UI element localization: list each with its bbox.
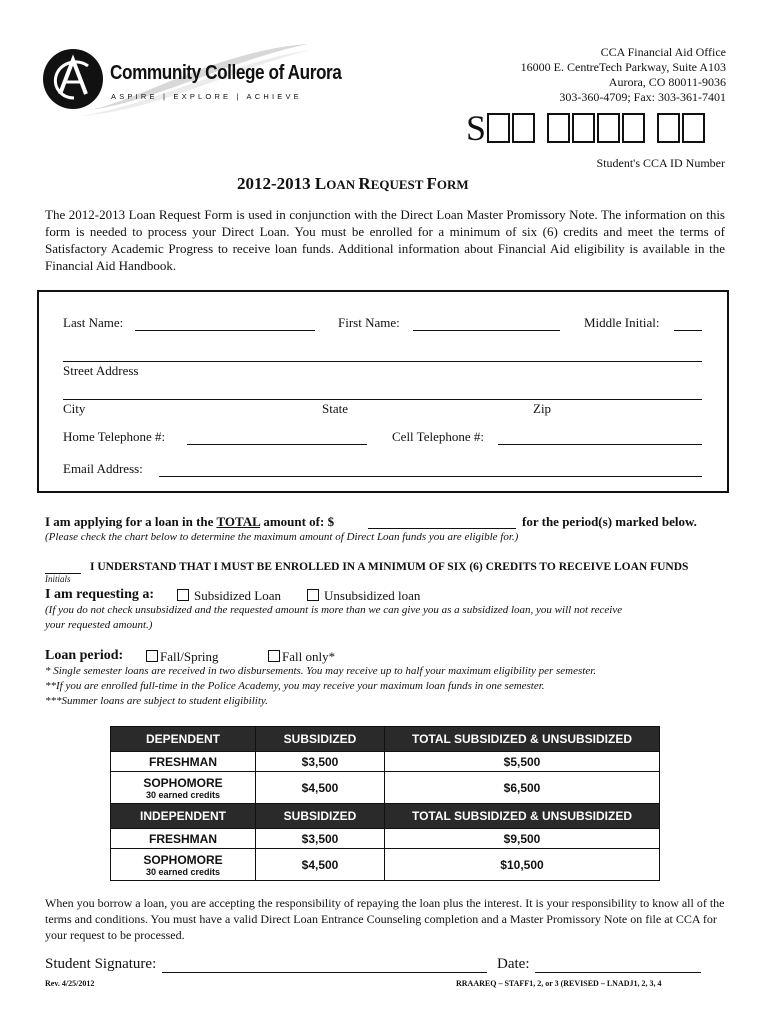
loan-amount-line: I am applying for a loan in the TOTAL amount of: $ [45,514,335,529]
logo-tagline: ASPIRE | EXPLORE | ACHIEVE [111,92,302,101]
city-label: City [63,401,86,416]
initials-label: Initials [45,574,71,584]
id-digit-box[interactable] [622,113,645,143]
requesting-note-line1: (If you do not check unsubsidized and the requested amount is more than we can give you as a subsidized loan, you will not receive [45,604,623,616]
first-name-input[interactable] [413,316,560,331]
office-street: 16000 E. CentreTech Parkway, Suite A103 [520,60,726,74]
table-cell: $3,500 [256,829,385,849]
table-header-cell: SUBSIDIZED [256,727,385,752]
table-header-row [111,804,660,829]
student-id-prefix: S [466,108,488,148]
email-input[interactable] [159,462,702,477]
unsubsidized-option[interactable]: Unsubsidized loan [307,588,420,604]
period-note-1: * Single semester loans are received in two disbursements. You may receive up to half your maximum eligibility per semester. [45,665,597,677]
id-digit-box[interactable] [597,113,620,143]
loan-amount-suffix: for the period(s) marked below. [522,514,697,529]
loan-period-label: Loan period: [45,648,124,663]
requesting-note-line2: your requested amount.) [45,619,153,631]
last-name-input[interactable] [135,316,315,331]
street-address-label: Street Address [63,363,139,378]
closing-paragraph: When you borrow a loan, you are accepting the responsibility of repaying the loan plus the interest. It is your responsibility to know all of the terms and conditions. You must have a valid Direct Loan Entrance Counseling completion and a Master Promissory Note on file at CCA for your request to be processed. [45,896,725,942]
office-city: Aurora, CO 80011-9036 [608,75,726,89]
period-note-2: **If you are enrolled full-time in the Police Academy, you may receive your maximum loan funds in one semester. [45,680,545,692]
id-digit-box[interactable] [682,113,705,143]
table-cell: FRESHMAN [111,752,256,772]
middle-initial-input[interactable] [674,316,702,331]
table-header-cell: INDEPENDENT [111,804,256,829]
college-logo [40,40,342,120]
unsubsidized-checkbox[interactable] [307,589,319,601]
intro-paragraph: The 2012-2013 Loan Request Form is used in conjunction with the Direct Loan Master Promissory Note. The information on this form is needed to process your Direct Loan. You must be enrolled for a minimum of six (6) credits and meet the terms of Satisfactory Academic Progress to receive loan funds. Additional information about Financial Aid eligibility is available in the Financial Aid Handbook. [45,207,725,273]
loan-amount-note: (Please check the chart below to determine the maximum amount of Direct Loan funds you are eligible for.) [45,531,519,543]
city-state-zip-input[interactable] [63,385,702,400]
email-label: Email Address: [63,461,143,476]
table-row [111,772,660,804]
requesting-label: I am requesting a: [45,587,155,602]
form-code: RRAAREQ – STAFF1, 2, or 3 (REVISED – LNADJ1, 2, 3, 4 [456,979,662,988]
signature-input[interactable] [162,957,487,973]
fall-spring-option[interactable]: Fall/Spring [146,649,219,665]
id-digit-box[interactable] [487,113,510,143]
table-cell: $4,500 [256,772,385,804]
table-cell: $6,500 [385,772,660,804]
street-address-input[interactable] [63,347,702,362]
table-header-cell: TOTAL SUBSIDIZED & UNSUBSIDIZED [385,804,660,829]
table-header-cell: TOTAL SUBSIDIZED & UNSUBSIDIZED [385,727,660,752]
table-cell: SOPHOMORE 30 earned credits [111,849,256,881]
logo-name: Community College of Aurora [110,62,342,84]
office-phone: 303-360-4709; Fax: 303-361-7401 [559,90,726,104]
cell-phone-label: Cell Telephone #: [392,429,484,444]
table-header-cell: DEPENDENT [111,727,256,752]
table-cell: $10,500 [385,849,660,881]
zip-label: Zip [533,401,552,416]
id-digit-box[interactable] [572,113,595,143]
table-header-cell: SUBSIDIZED [256,804,385,829]
table-cell: $3,500 [256,752,385,772]
loan-amount-input[interactable] [368,514,516,529]
date-input[interactable] [535,957,701,973]
subsidized-option[interactable]: Subsidized Loan [177,588,281,604]
id-digit-box[interactable] [512,113,535,143]
id-digit-box[interactable] [657,113,680,143]
loan-limits-table [110,726,660,881]
state-label: State [322,401,348,416]
home-phone-input[interactable] [187,430,367,445]
first-name-label: First Name: [338,315,400,330]
table-cell: FRESHMAN [111,829,256,849]
signature-label: Student Signature: [45,956,157,972]
student-id-label: Student's CCA ID Number [596,156,725,170]
revision-date: Rev. 4/25/2012 [45,979,95,988]
student-id-field[interactable] [466,108,707,148]
table-cell: $4,500 [256,849,385,881]
fall-spring-checkbox[interactable] [146,650,158,662]
last-name-label: Last Name: [63,315,124,330]
office-address [521,45,726,105]
table-cell: $5,500 [385,752,660,772]
fall-only-checkbox[interactable] [268,650,280,662]
table-row [111,849,660,881]
id-digit-box[interactable] [547,113,570,143]
logo-emblem-icon [42,48,104,110]
home-phone-label: Home Telephone #: [63,429,166,444]
table-row [111,829,660,849]
initials-input[interactable] [45,559,81,574]
date-label: Date: [497,956,530,972]
middle-initial-label: Middle Initial: [584,315,660,330]
enrollment-acknowledgement: I UNDERSTAND THAT I MUST BE ENROLLED IN A MINIMUM OF SIX (6) CREDITS TO RECEIVE LOAN FUNDS [90,561,689,573]
cell-phone-input[interactable] [498,430,702,445]
table-cell: SOPHOMORE 30 earned credits [111,772,256,804]
table-row [111,752,660,772]
form-title: 2012-2013 LOAN REQUEST FORM [237,174,469,193]
office-name: CCA Financial Aid Office [600,45,726,59]
subsidized-checkbox[interactable] [177,589,189,601]
fall-only-option[interactable]: Fall only* [268,649,335,665]
period-note-3: ***Summer loans are subject to student eligibility. [45,695,268,707]
table-header-row [111,727,660,752]
table-cell: $9,500 [385,829,660,849]
